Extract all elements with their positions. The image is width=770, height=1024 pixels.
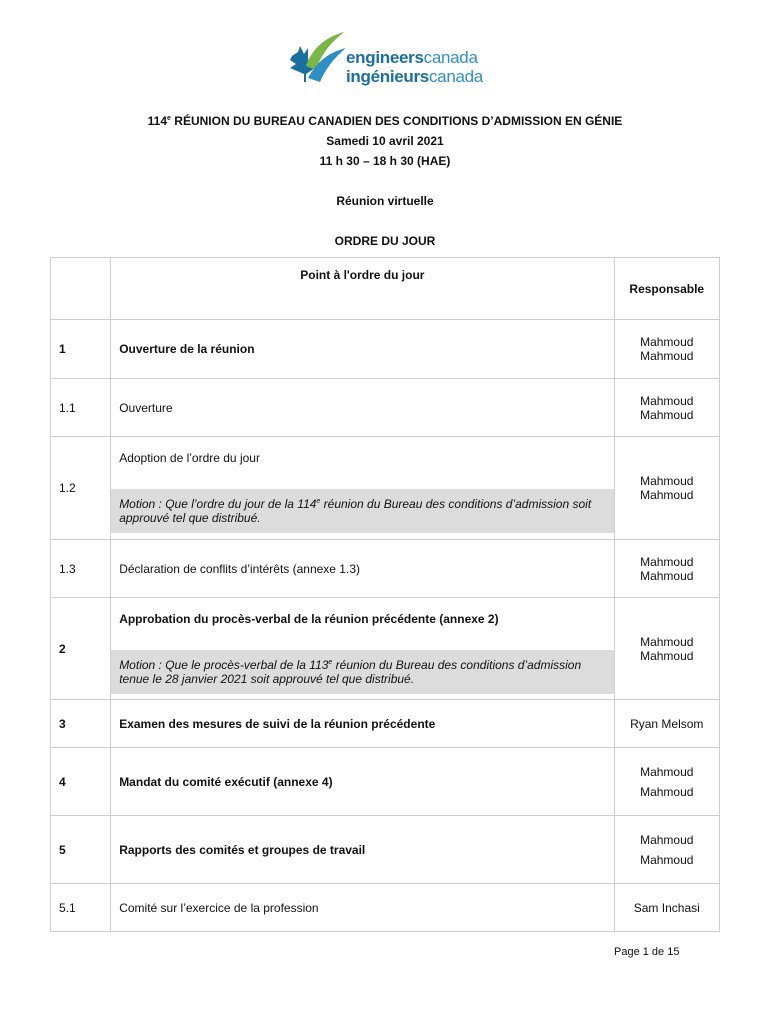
table-row bbox=[51, 379, 720, 437]
table-row bbox=[51, 540, 720, 598]
row-resp: Mahmoud Mahmoud bbox=[614, 816, 719, 884]
row-num: 1.1 bbox=[51, 379, 111, 437]
row-resp: Mahmoud Mahmoud bbox=[614, 437, 719, 540]
engineers-canada-logo bbox=[286, 26, 506, 98]
row-num: 1.2 bbox=[51, 437, 111, 540]
agenda-title: ORDRE DU JOUR bbox=[334, 234, 436, 248]
logo-line1-bold: engineers bbox=[346, 48, 424, 67]
motion-text: Motion : Que l’ordre du jour de la 114e réunion du Bureau des conditions d’admission soit approuvé tel que distribué. bbox=[111, 489, 613, 533]
row-num: 3 bbox=[51, 700, 111, 748]
maple-leaf-logo-icon bbox=[286, 26, 348, 98]
row-resp: Mahmoud Mahmoud bbox=[614, 748, 719, 816]
row-resp: Sam Inchasi bbox=[614, 884, 719, 932]
row-num: 1 bbox=[51, 320, 111, 379]
row-item: Examen des mesures de suivi de la réunion précédente bbox=[111, 700, 614, 748]
table-row bbox=[51, 320, 720, 379]
meeting-time: 11 h 30 – 18 h 30 (HAE) bbox=[319, 154, 451, 168]
table-row bbox=[51, 598, 720, 700]
row-num: 4 bbox=[51, 748, 111, 816]
table-row bbox=[51, 884, 720, 932]
header-item-cell: Point à l'ordre du jour bbox=[111, 258, 614, 320]
row-resp: Mahmoud Mahmoud bbox=[614, 320, 719, 379]
table-row bbox=[51, 437, 720, 540]
row-item-title: Approbation du procès-verbal de la réunion précédente (annexe 2) bbox=[119, 611, 499, 626]
row-item: Rapports des comités et groupes de travail bbox=[111, 816, 614, 884]
logo-line2-bold: ingénieurs bbox=[346, 67, 429, 86]
logo-line2-light: canada bbox=[428, 67, 483, 86]
table-row bbox=[51, 700, 720, 748]
row-num: 1.3 bbox=[51, 540, 111, 598]
motion-text: Motion : Que le procès-verbal de la 113e réunion du Bureau des conditions d’admission tenue le 28 janvier 2021 soit approuvé tel que distribué. bbox=[111, 650, 613, 694]
row-resp: Ryan Melsom bbox=[614, 700, 719, 748]
row-resp: Mahmoud Mahmoud bbox=[614, 598, 719, 700]
page-number: Page 1 de 15 bbox=[614, 946, 680, 958]
row-item bbox=[111, 437, 614, 540]
meeting-title: 114e RÉUNION DU BUREAU CANADIEN DES CONDITIONS D’ADMISSION EN GÉNIE bbox=[147, 114, 623, 128]
table-row bbox=[51, 816, 720, 884]
agenda-table bbox=[50, 257, 720, 932]
row-item: Mandat du comité exécutif (annexe 4) bbox=[111, 748, 614, 816]
logo-line1-light: canada bbox=[423, 48, 478, 67]
row-num: 5 bbox=[51, 816, 111, 884]
table-header-row bbox=[51, 258, 720, 320]
table-row bbox=[51, 748, 720, 816]
row-item: Comité sur l’exercice de la profession bbox=[111, 884, 614, 932]
row-item bbox=[111, 598, 614, 700]
row-num: 5.1 bbox=[51, 884, 111, 932]
row-item: Ouverture bbox=[111, 379, 614, 437]
header-resp-cell: Responsable bbox=[614, 258, 719, 320]
meeting-location: Réunion virtuelle bbox=[336, 194, 434, 208]
row-item: Ouverture de la réunion bbox=[111, 320, 614, 379]
row-num: 2 bbox=[51, 598, 111, 700]
meeting-date: Samedi 10 avril 2021 bbox=[326, 134, 444, 148]
header-num-cell bbox=[51, 258, 111, 320]
row-item: Déclaration de conflits d’intérêts (annexe 1.3) bbox=[111, 540, 614, 598]
row-resp: Mahmoud Mahmoud bbox=[614, 379, 719, 437]
row-item-title: Adoption de l’ordre du jour bbox=[119, 451, 260, 465]
row-resp: Mahmoud Mahmoud bbox=[614, 540, 719, 598]
